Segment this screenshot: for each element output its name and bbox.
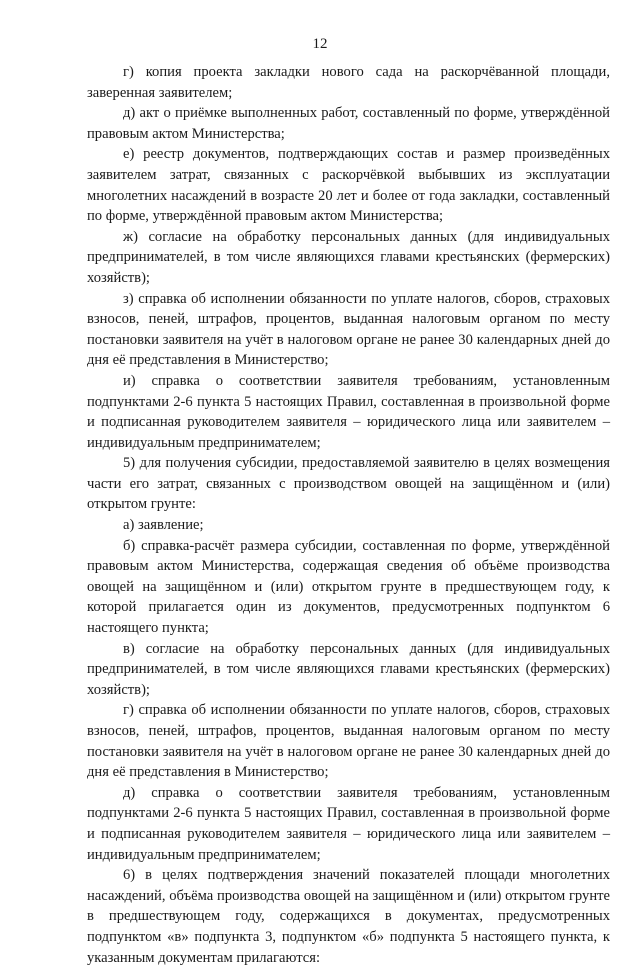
paragraph-i-compliance-certificate: и) справка о соответствии заявителя требованиям, установленным подпунктами 2-6 пункта 5 настоящих Правил, составленная в произвольной форме и подписанная руководителем заявителя – юридического лица или заявителем – индивидуальным предпринимателем; [87,372,610,451]
paragraph-a-application: а) заявление; [123,517,204,534]
page-number: 12 [312,36,328,52]
paragraph-d-acceptance-act: д) акт о приёмке выполненных работ, составленный по форме, утверждённой правовым актом Министерства; [87,105,610,142]
paragraph-b-subsidy-calculation: б) справка-расчёт размера субсидии, составленная по форме, утверждённой правовым актом Министерства, содержащая сведения об объёме производства овощей на защищённом и (или) открытом грунте в предшествующем году, к которой прилагается один из документов, предусмотренных подпунктом 6 настоящего пункта; [87,537,610,637]
paragraph-5-vegetables-subsidy: 5) для получения субсидии, предоставляемой заявителю в целях возмещения части его затрат, связанных с производством овощей на защищённом и (или) открытом грунте: [87,455,610,513]
paragraph-e-documents-register: е) реестр документов, подтверждающих состав и размер произведённых заявителем затрат, связанных с раскорчёвкой выбывших из эксплуатации многолетних насаждений в возрасте 20 лет и более от года закладки, составленный по форме, утверждённой правовым актом Министерства; [87,146,610,225]
document-body [87,62,610,968]
paragraph-v-personal-data-consent: в) согласие на обработку персональных данных (для индивидуальных предпринимателей, в том числе являющихся главами крестьянских (фермерских) хозяйств); [87,640,610,698]
paragraph-g-tax-certificate: г) справка об исполнении обязанности по уплате налогов, сборов, страховых взносов, пеней, штрафов, процентов, выданная налоговым органом по месту постановки заявителя на учёт в налоговом органе не ранее 30 календарных дней до дня её представления в Министерство; [87,702,610,781]
paragraph-z-tax-certificate: з) справка об исполнении обязанности по уплате налогов, сборов, страховых взносов, пеней, штрафов, процентов, выданная налоговым органом по месту постановки заявителя на учёт в налоговом органе не ранее 30 календарных дней до дня её представления в Министерство; [87,290,610,369]
paragraph-d-compliance-certificate: д) справка о соответствии заявителя требованиям, установленным подпунктами 2-6 пункта 5 настоящих Правил, составленная в произвольной форме и подписанная руководителем заявителя – юридического лица или заявителем – индивидуальным предпринимателем; [87,784,610,863]
paragraph-6-supporting-documents: 6) в целях подтверждения значений показателей площади многолетних насаждений, объёма производства овощей на защищённом и (или) открытом грунте в предшествующем году, содержащихся в документах, предусмотренных подпунктом «в» подпункта 3, подпунктом «б» подпункта 5 настоящего пункта, к указанным документам прилагаются: [87,867,610,966]
paragraph-zh-personal-data-consent: ж) согласие на обработку персональных данных (для индивидуальных предпринимателей, в том числе являющихся главами крестьянских (фермерских) хозяйств); [87,228,610,286]
paragraph-g-garden-project: г) копия проекта закладки нового сада на раскорчёванной площади, заверенная заявителем; [87,64,610,101]
